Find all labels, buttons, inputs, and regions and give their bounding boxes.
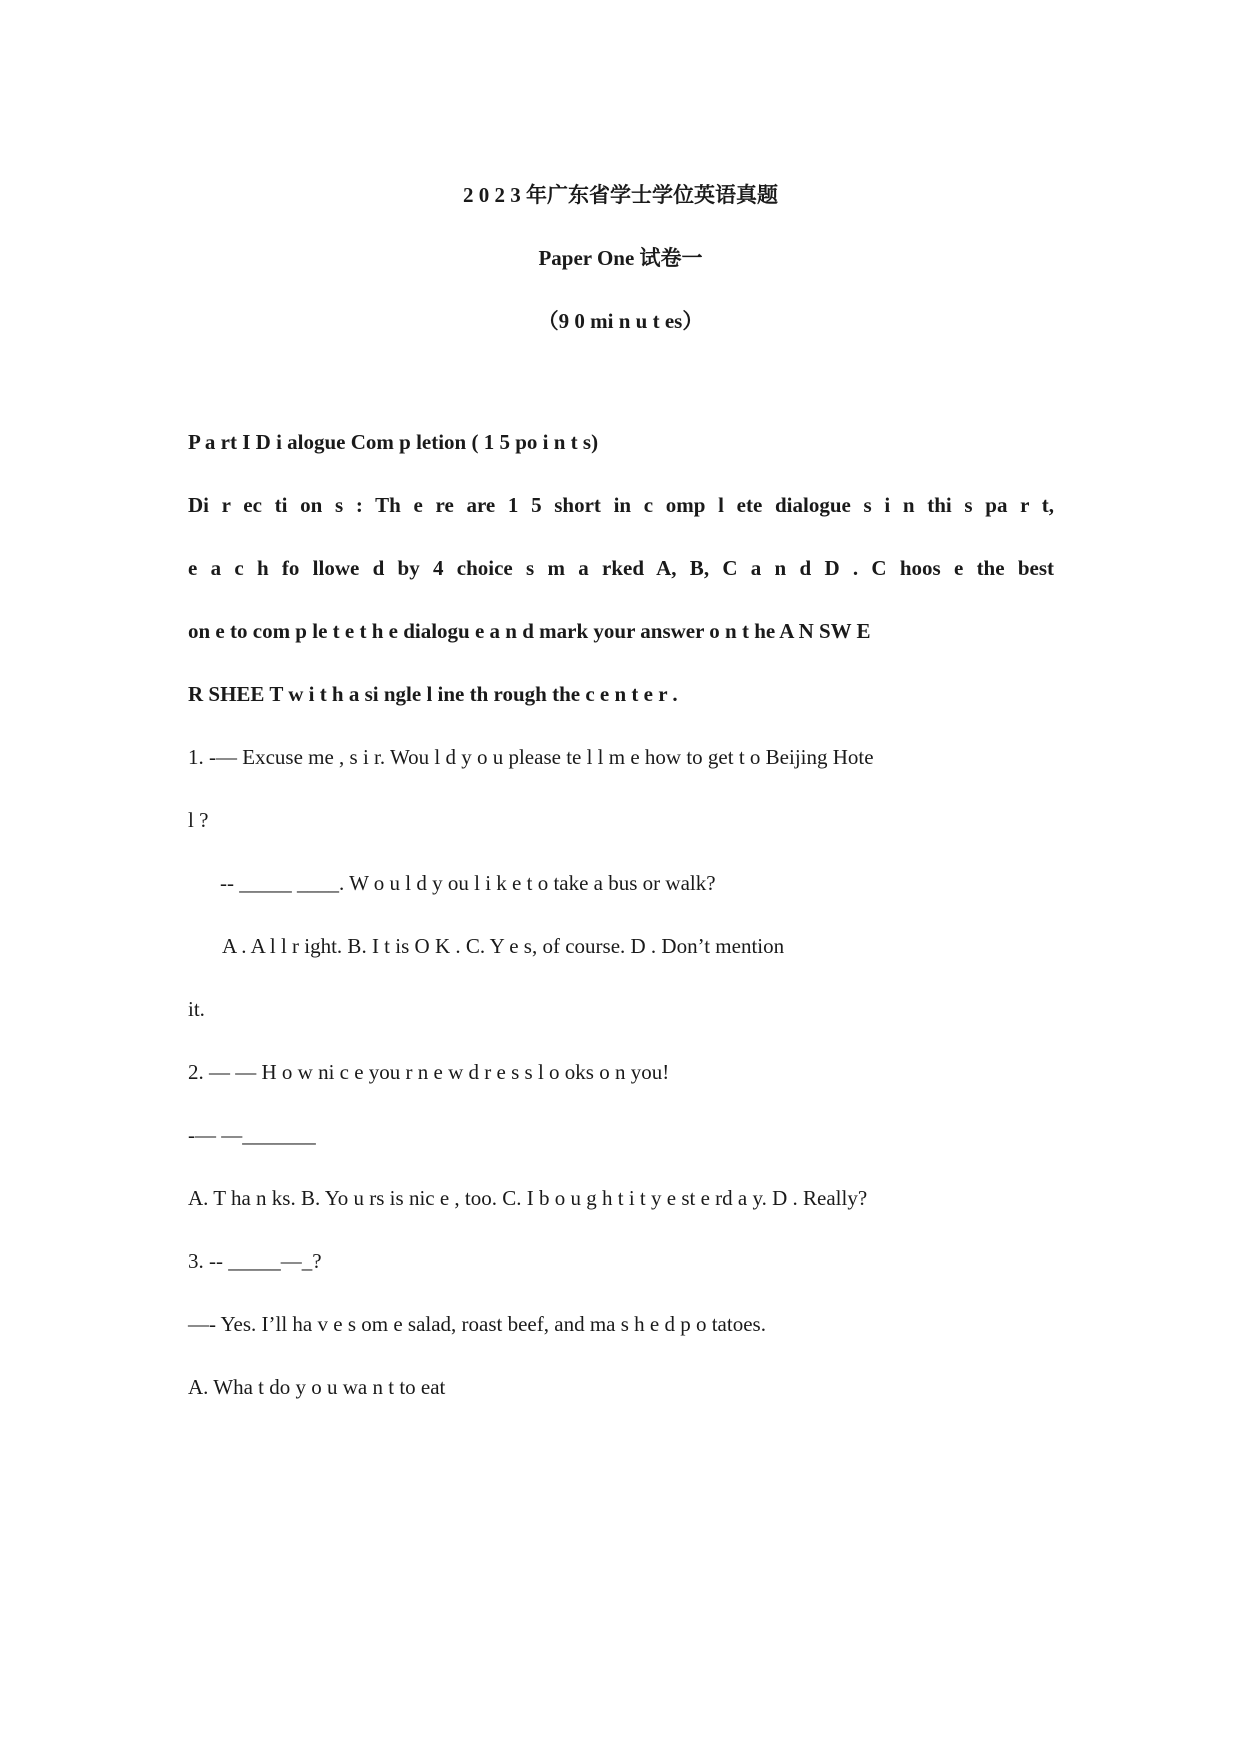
question-1-stem: 1. -— Excuse me , s i r. Wou l d y o u please te l l m e how to get t o Beijing Hote	[188, 745, 874, 769]
directions-line-1: Di r ec ti on s : Th e re are 1 5 short in c omp l ete dialogue s i n thi s pa r t,	[188, 493, 1054, 517]
part-heading: P a rt I D i alogue Com p letion ( 1 5 po i n t s)	[188, 430, 599, 454]
question-2-options: A. T ha n ks. B. Yo u rs is nic e , too. C. I b o u g h t i t y e st e rd a y. D . Really?	[188, 1186, 868, 1210]
question-3-stem: 3. -- _____—_?	[188, 1249, 322, 1273]
exam-title: 2 0 2 3 年广东省学士学位英语真题	[463, 183, 778, 207]
question-2-stem: 2. — — H o w ni c e you r n e w d r e s s l o oks o n you!	[188, 1060, 670, 1084]
question-1-reply: -- _____ ____. W o u l d y ou l i k e t o take a bus or walk?	[220, 871, 716, 895]
paper-label: Paper One 试卷一	[538, 246, 703, 270]
question-1-options-cont: it.	[188, 997, 205, 1021]
directions-line-2: e a c h fo llowe d by 4 choice s m a rked A, B, C a n d D . C hoos e the best	[188, 556, 1054, 580]
directions-line-3: on e to com p le t e t h e dialogu e a n d mark your answer o n t he A N SW E	[188, 619, 871, 643]
duration-label: （9 0 mi n u t es）	[537, 309, 704, 333]
question-3-reply: —- Yes. I’ll ha v e s om e salad, roast beef, and ma s h e d p o tatoes.	[188, 1312, 766, 1336]
question-3-option-a: A. Wha t do y o u wa n t to eat	[188, 1375, 446, 1399]
question-1-stem-cont: l ?	[188, 808, 209, 832]
question-1-options: A . A l l r ight. B. I t is O K . C. Y e s, of course. D . Don’t mention	[222, 934, 785, 958]
directions-line-4: R SHEE T w i t h a si ngle l ine th rough the c e n t e r .	[188, 682, 678, 706]
question-2-reply: -— —_______	[188, 1123, 316, 1147]
